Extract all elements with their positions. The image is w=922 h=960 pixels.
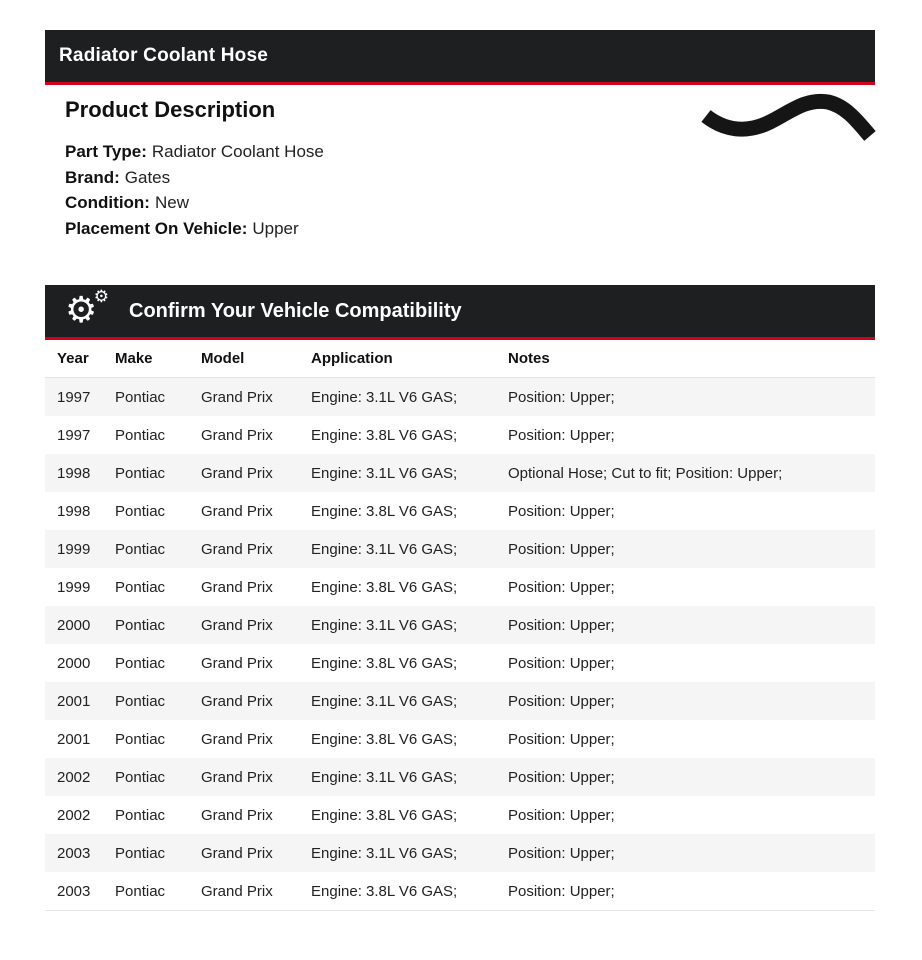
table-cell: Engine: 3.1L V6 GAS;	[311, 692, 458, 710]
table-cell: Grand Prix	[201, 502, 273, 520]
table-cell: 2002	[57, 768, 91, 786]
table-cell: 1998	[57, 464, 91, 482]
table-cell: Grand Prix	[201, 616, 273, 634]
table-cell: Grand Prix	[201, 578, 273, 596]
product-detail-line	[65, 190, 875, 216]
gear-large-icon: ⚙	[65, 289, 98, 330]
table-row	[45, 834, 875, 872]
compatibility-section	[45, 285, 875, 911]
table-row	[45, 606, 875, 644]
table-cell: Position: Upper;	[508, 730, 615, 748]
table-cell: 2001	[57, 692, 91, 710]
table-cell: 1999	[57, 578, 91, 596]
table-cell: Engine: 3.8L V6 GAS;	[311, 882, 458, 900]
product-title-bar	[45, 30, 875, 85]
table-cell: Position: Upper;	[508, 806, 615, 824]
table-cell: 2000	[57, 654, 91, 672]
table-cell: Grand Prix	[201, 730, 273, 748]
product-details	[65, 139, 875, 241]
table-cell: Engine: 3.1L V6 GAS;	[311, 540, 458, 558]
table-cell: Position: Upper;	[508, 692, 615, 710]
table-cell: Position: Upper;	[508, 844, 615, 862]
column-header: Make	[103, 340, 189, 378]
table-cell: Pontiac	[115, 502, 166, 520]
table-cell: Pontiac	[115, 882, 166, 900]
table-row	[45, 720, 875, 758]
table-cell: Pontiac	[115, 654, 166, 672]
table-row	[45, 682, 875, 720]
table-cell: Grand Prix	[201, 426, 273, 444]
table-cell: Position: Upper;	[508, 540, 615, 558]
gears-icon	[65, 287, 109, 332]
table-cell: Engine: 3.1L V6 GAS;	[311, 464, 458, 482]
detail-value: Radiator Coolant Hose	[151, 142, 324, 161]
table-cell: Position: Upper;	[508, 388, 615, 406]
table-cell: Grand Prix	[201, 464, 273, 482]
table-row	[45, 454, 875, 492]
product-detail-line	[65, 165, 875, 191]
table-cell: 2001	[57, 730, 91, 748]
table-cell: 1997	[57, 426, 91, 444]
table-cell: Grand Prix	[201, 540, 273, 558]
detail-value: New	[154, 193, 189, 212]
detail-label: Condition:	[65, 193, 150, 212]
compatibility-table-body	[45, 378, 875, 911]
table-cell: Pontiac	[115, 426, 166, 444]
table-row	[45, 378, 875, 417]
column-header: Notes	[496, 340, 875, 378]
table-cell: Grand Prix	[201, 654, 273, 672]
table-cell: Position: Upper;	[508, 768, 615, 786]
table-row	[45, 416, 875, 454]
table-cell: Pontiac	[115, 768, 166, 786]
gear-small-icon: ⚙	[93, 287, 109, 306]
table-cell: 1999	[57, 540, 91, 558]
detail-label: Placement On Vehicle:	[65, 218, 248, 238]
table-cell: Grand Prix	[201, 806, 273, 824]
table-cell: Engine: 3.1L V6 GAS;	[311, 388, 458, 406]
table-cell: Pontiac	[115, 692, 166, 710]
product-hose-image	[698, 90, 876, 152]
table-row	[45, 758, 875, 796]
table-cell: 2002	[57, 806, 91, 824]
compatibility-title: Confirm Your Vehicle Compatibility	[129, 299, 462, 322]
detail-value: Upper	[252, 218, 299, 238]
table-cell: Engine: 3.8L V6 GAS;	[311, 806, 458, 824]
table-cell: Pontiac	[115, 806, 166, 824]
compatibility-header-bar	[45, 285, 875, 340]
table-cell: Engine: 3.1L V6 GAS;	[311, 844, 458, 862]
detail-label: Brand:	[65, 167, 120, 187]
table-row	[45, 530, 875, 568]
table-cell: Engine: 3.8L V6 GAS;	[311, 426, 458, 444]
table-header-row	[45, 340, 875, 378]
table-row	[45, 644, 875, 682]
table-cell: Pontiac	[115, 730, 166, 748]
detail-value: Gates	[124, 167, 171, 187]
table-cell: 2000	[57, 616, 91, 634]
table-cell: Pontiac	[115, 616, 166, 634]
column-header: Model	[189, 340, 299, 378]
table-cell: 1998	[57, 502, 91, 520]
detail-label: Part Type:	[65, 142, 147, 161]
table-cell: Engine: 3.8L V6 GAS;	[311, 578, 458, 596]
table-row	[45, 796, 875, 834]
table-cell: Grand Prix	[201, 844, 273, 862]
table-cell: Grand Prix	[201, 692, 273, 710]
table-cell: Position: Upper;	[508, 502, 615, 520]
table-row	[45, 568, 875, 606]
table-cell: 2003	[57, 882, 91, 900]
table-cell: Optional Hose; Cut to fit; Position: Upper;	[508, 464, 783, 482]
table-cell: Engine: 3.1L V6 GAS;	[311, 616, 458, 634]
table-cell: Engine: 3.8L V6 GAS;	[311, 730, 458, 748]
table-cell: Pontiac	[115, 578, 166, 596]
table-cell: Engine: 3.8L V6 GAS;	[311, 654, 458, 672]
compatibility-table	[45, 340, 875, 911]
table-cell: Pontiac	[115, 388, 166, 406]
table-cell: Pontiac	[115, 464, 166, 482]
table-cell: Grand Prix	[201, 882, 273, 900]
table-cell: 2003	[57, 844, 91, 862]
table-cell: Engine: 3.1L V6 GAS;	[311, 768, 458, 786]
table-cell: Position: Upper;	[508, 616, 615, 634]
table-row	[45, 492, 875, 530]
table-cell: Position: Upper;	[508, 654, 615, 672]
table-cell: Position: Upper;	[508, 882, 615, 900]
table-cell: Position: Upper;	[508, 578, 615, 596]
table-cell: Pontiac	[115, 844, 166, 862]
table-cell: Grand Prix	[201, 388, 273, 406]
column-header: Application	[299, 340, 496, 378]
column-header: Year	[45, 340, 103, 378]
table-cell: Engine: 3.8L V6 GAS;	[311, 502, 458, 520]
table-cell: Pontiac	[115, 540, 166, 558]
section-title: Product Description	[65, 97, 276, 122]
table-cell: Position: Upper;	[508, 426, 615, 444]
table-cell: 1997	[57, 388, 91, 406]
product-detail-line	[65, 216, 875, 242]
table-row	[45, 872, 875, 911]
table-cell: Grand Prix	[201, 768, 273, 786]
page-title: Radiator Coolant Hose	[59, 45, 268, 66]
